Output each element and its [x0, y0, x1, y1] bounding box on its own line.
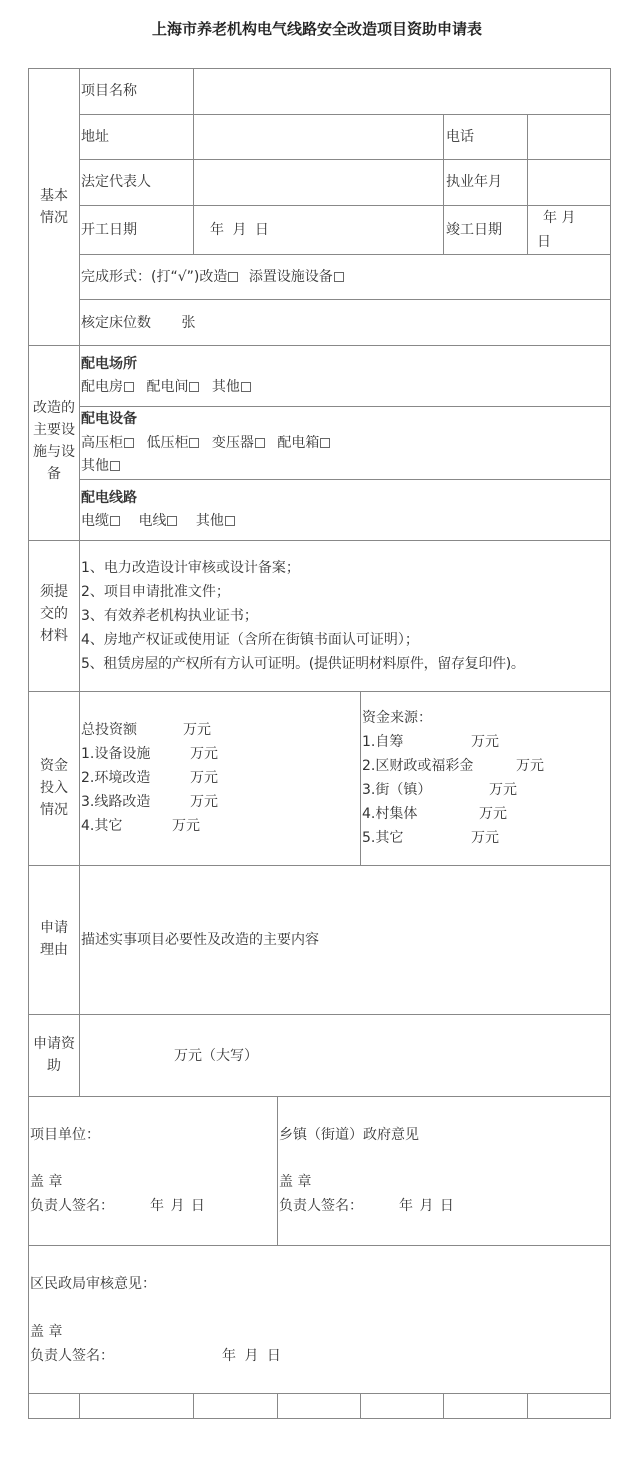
group1-options [81, 377, 253, 397]
fund-equipment-label: 1.设备设施 [81, 746, 151, 762]
source-district-label: 2.区财政或福彩金 [362, 758, 474, 774]
end-date-label: 竣工日期 [446, 222, 502, 238]
source-village-label: 4.村集体 [362, 806, 418, 822]
reason-section-label: 申请理由 [40, 920, 68, 958]
project-unit-label: 项目单位： [30, 1127, 100, 1143]
district-signer [30, 1346, 281, 1366]
fund-environment [81, 768, 218, 788]
form-title: 上海市养老机构电气线路安全改造项目资助申请表 [151, 20, 482, 38]
subsidy-section-label: 申请资助 [33, 1036, 75, 1074]
district-date[interactable]: 年 月 日 [222, 1348, 281, 1364]
address-label: 地址 [81, 129, 109, 145]
materials-section-label: 须提交的材料 [40, 584, 68, 644]
beds-row [81, 313, 195, 333]
project-unit-signer-label: 负责人签名： [30, 1198, 114, 1214]
source-other-label: 5.其它 [362, 830, 404, 846]
opt-cable: 电缆 [81, 513, 109, 529]
gov-signer-label: 负责人签名： [279, 1198, 363, 1214]
group3-title: 配电线路 [81, 490, 137, 506]
source-district-unit: 万元 [516, 758, 544, 774]
source-other [362, 828, 499, 848]
distribution-box-checkbox[interactable] [320, 438, 330, 448]
add-equipment-checkbox[interactable] [334, 272, 344, 282]
group2-options [81, 433, 332, 453]
legal-rep-label: 法定代表人 [81, 174, 151, 190]
fund-other [81, 816, 200, 836]
district-seal: 盖 章 [30, 1324, 63, 1340]
project-unit-seal: 盖 章 [30, 1174, 63, 1190]
subsidy-field[interactable]: 万元（大写） [174, 1048, 258, 1064]
material-item-4: 4、房地产权证或使用证（含所在街镇书面认可证明）； [81, 632, 419, 648]
power-room-checkbox[interactable] [124, 382, 134, 392]
funding-section-label: 资金投入情况 [40, 758, 68, 818]
fund-other-label: 4.其它 [81, 818, 123, 834]
legal-rep-field[interactable] [194, 160, 443, 205]
reason-field[interactable]: 描述实事项目必要性及改造的主要内容 [81, 932, 319, 948]
start-date-label: 开工日期 [81, 222, 137, 238]
source-village [362, 804, 507, 824]
start-date-field[interactable]: 年 月 日 [210, 222, 269, 238]
cable-checkbox[interactable] [110, 516, 120, 526]
group1-title: 配电场所 [81, 356, 137, 372]
hv-cabinet-checkbox[interactable] [124, 438, 134, 448]
address-field[interactable] [194, 115, 443, 159]
lv-cabinet-checkbox[interactable] [189, 438, 199, 448]
district-opinion-label: 区民政局审核意见： [30, 1276, 156, 1292]
beds-label: 核定床位数 [81, 315, 151, 331]
opt-wire: 电线 [138, 513, 167, 529]
source-self-label: 1.自筹 [362, 734, 404, 750]
fund-environment-label: 2.环境改造 [81, 770, 151, 786]
opt-power-compartment: 配电间 [146, 379, 189, 395]
source-street [362, 780, 517, 800]
renovate-checkbox[interactable] [228, 272, 238, 282]
district-signer-label: 负责人签名： [30, 1348, 114, 1364]
gov-signer [279, 1196, 454, 1216]
group2-extra [81, 456, 122, 476]
phone-label: 电话 [446, 129, 474, 145]
fund-total-label: 总投资额 [81, 722, 137, 738]
fund-environment-unit: 万元 [190, 770, 218, 786]
source-street-label: 3.街（镇） [362, 782, 432, 798]
material-item-1: 1、电力改造设计审核或设计备案； [81, 560, 300, 576]
license-date-label: 执业年月 [446, 174, 502, 190]
gov-opinion-label: 乡镇（街道）政府意见 [279, 1127, 419, 1143]
end-date-field-line1[interactable]: 年 月 [543, 210, 576, 226]
completion-form-opt2: 添置设施设备 [248, 269, 333, 285]
source-street-unit: 万元 [489, 782, 517, 798]
fund-lines-label: 3.线路改造 [81, 794, 151, 810]
gov-date[interactable]: 年 月 日 [399, 1198, 454, 1214]
wire-checkbox[interactable] [167, 516, 177, 526]
fund-equipment [81, 744, 218, 764]
project-name-label: 项目名称 [81, 83, 137, 99]
source-self [362, 732, 499, 752]
basic-section-label: 基本情况 [40, 188, 68, 226]
completion-form [81, 267, 346, 287]
fund-lines [81, 792, 218, 812]
power-compartment-checkbox[interactable] [189, 382, 199, 392]
fund-equipment-unit: 万元 [190, 746, 218, 762]
opt-power-room: 配电房 [81, 379, 123, 395]
source-self-unit: 万元 [471, 734, 499, 750]
material-item-2: 2、项目申请批准文件； [81, 584, 230, 600]
fund-source-title: 资金来源： [362, 710, 432, 726]
end-date-field-line2[interactable]: 日 [537, 234, 551, 250]
facilities-section-label: 改造的主要设施与设备 [33, 400, 75, 482]
fund-lines-unit: 万元 [190, 794, 218, 810]
other-site-checkbox[interactable] [241, 382, 251, 392]
completion-form-text: 完成形式：(打“√”)改造 [81, 269, 228, 285]
opt-distribution-box: 配电箱 [277, 435, 320, 451]
source-other-unit: 万元 [471, 830, 499, 846]
other-equipment-checkbox[interactable] [110, 461, 120, 471]
opt-other-equipment: 其他 [81, 458, 109, 474]
license-date-field[interactable] [528, 160, 610, 205]
project-unit-signer [30, 1196, 205, 1216]
opt-other-site: 其他 [211, 379, 240, 395]
material-item-3: 3、有效养老机构执业证书； [81, 608, 258, 624]
other-line-checkbox[interactable] [225, 516, 235, 526]
material-item-5: 5、租赁房屋的产权所有方认可证明。(提供证明材料原件，留存复印件)。 [81, 656, 525, 672]
fund-other-unit: 万元 [172, 818, 200, 834]
opt-hv-cabinet: 高压柜 [81, 435, 123, 451]
opt-other-line: 其他 [195, 513, 224, 529]
project-name-field[interactable] [194, 69, 610, 114]
group2-title: 配电设备 [81, 411, 137, 427]
fund-total-unit: 万元 [183, 722, 211, 738]
source-village-unit: 万元 [479, 806, 507, 822]
fund-total [81, 720, 211, 740]
gov-seal: 盖 章 [279, 1174, 312, 1190]
phone-field[interactable] [528, 115, 610, 159]
opt-transformer: 变压器 [211, 435, 254, 451]
opt-lv-cabinet: 低压柜 [146, 435, 189, 451]
project-unit-date[interactable]: 年 月 日 [150, 1198, 205, 1214]
transformer-checkbox[interactable] [255, 438, 265, 448]
beds-unit: 张 [181, 315, 196, 331]
source-district [362, 756, 544, 776]
group3-options [81, 511, 237, 531]
